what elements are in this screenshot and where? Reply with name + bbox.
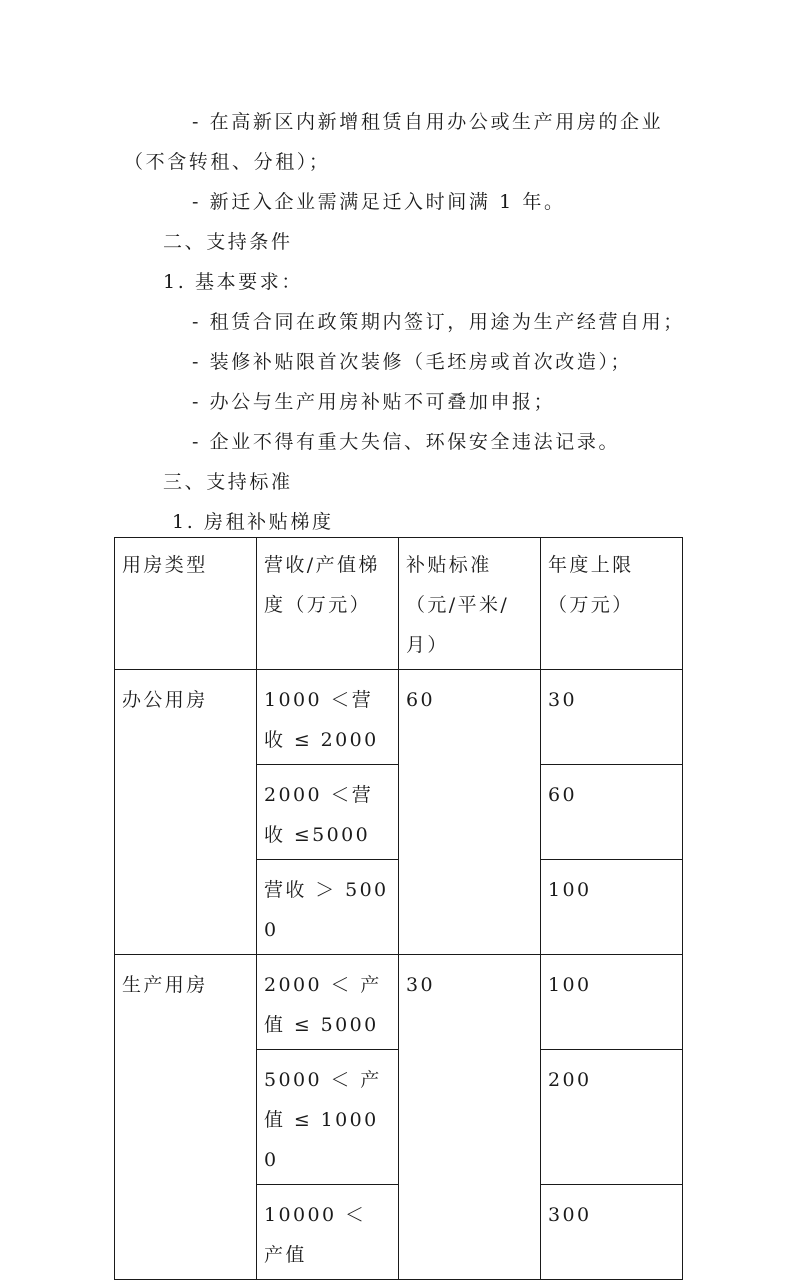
column-header: 营收/产值梯度（万元） <box>257 538 399 670</box>
column-header: 用房类型 <box>115 538 257 670</box>
annual-cap-cell: 200 <box>541 1050 683 1185</box>
section-heading-standards: 三、支持标准 <box>163 471 293 493</box>
output-range-cell: 2000 ＜ 产值 ≤ 5000 <box>257 955 399 1050</box>
subheading-rent-subsidy-tiers: 1. 房租补贴梯度 <box>172 511 334 533</box>
output-range-cell: 5000 ＜ 产值 ≤ 10000 <box>257 1050 399 1185</box>
eligibility-item-new-lease: - 在高新区内新增租赁自用办公或生产用房的企业 <box>192 111 664 133</box>
annual-cap-cell: 300 <box>541 1185 683 1280</box>
annual-cap-cell: 100 <box>541 860 683 955</box>
revenue-range-cell: 1000 ＜营收 ≤ 2000 <box>257 670 399 765</box>
requirement-item-compliance: - 企业不得有重大失信、环保安全违法记录。 <box>192 431 621 453</box>
revenue-range-cell: 2000 ＜营收 ≤5000 <box>257 765 399 860</box>
property-type-cell: 生产用房 <box>115 955 257 1280</box>
column-header: 补贴标准（元/平米/月） <box>399 538 541 670</box>
subsidy-standard-cell: 30 <box>399 955 541 1280</box>
revenue-range-cell: 营收 ＞ 5000 <box>257 860 399 955</box>
property-type-cell: 办公用房 <box>115 670 257 955</box>
annual-cap-cell: 100 <box>541 955 683 1050</box>
table-header-row <box>115 538 683 670</box>
output-range-cell: 10000 ＜ 产值 <box>257 1185 399 1280</box>
column-header: 年度上限（万元） <box>541 538 683 670</box>
requirement-item-contract: - 租赁合同在政策期内签订，用途为生产经营自用； <box>192 311 685 333</box>
annual-cap-cell: 30 <box>541 670 683 765</box>
subsidy-standard-cell: 60 <box>399 670 541 955</box>
table-row <box>115 670 683 765</box>
annual-cap-cell: 60 <box>541 765 683 860</box>
table-row <box>115 955 683 1050</box>
subheading-basic-requirements: 1. 基本要求： <box>163 271 303 293</box>
rent-subsidy-table <box>114 537 683 1280</box>
requirement-item-no-stacking: - 办公与生产用房补贴不可叠加申报； <box>192 391 556 413</box>
eligibility-item-new-lease-continued: （不含转租、分租）； <box>124 151 331 173</box>
eligibility-item-relocated: - 新迁入企业需满足迁入时间满 1 年。 <box>192 191 566 213</box>
requirement-item-renovation: - 装修补贴限首次装修（毛坯房或首次改造）； <box>192 351 633 373</box>
section-heading-conditions: 二、支持条件 <box>163 231 293 253</box>
